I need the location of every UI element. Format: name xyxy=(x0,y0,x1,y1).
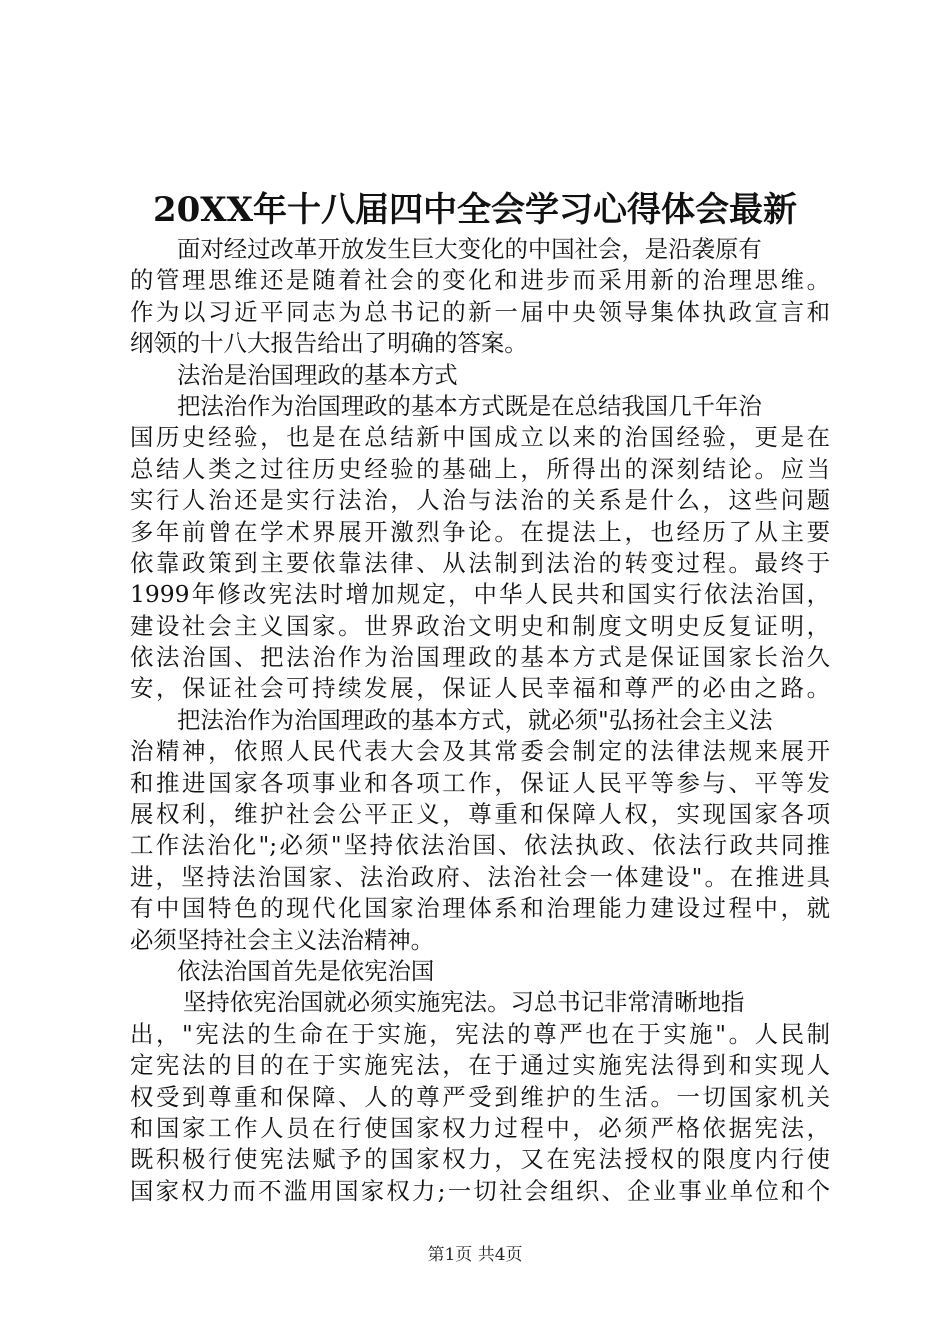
body-line: 总结人类之过往历史经验的基础上，所得出的深刻结论。应当 xyxy=(130,454,830,483)
body-line: 纲领的十八大报告给出了明确的答案。 xyxy=(130,329,528,358)
body-line: 的管理思维还是随着社会的变化和进步而采用新的治理思维。 xyxy=(130,266,830,295)
document-title: 20XX年十八届四中全会学习心得体会最新 xyxy=(152,190,798,230)
body-line: 定宪法的目的在于实施宪法，在于通过实施宪法得到和实现人 xyxy=(130,1051,830,1080)
body-line: 多年前曾在学术界展开激烈争论。在提法上，也经历了从主要 xyxy=(130,517,830,546)
body-line: 把法治作为治国理政的基本方式既是在总结我国几千年治 xyxy=(177,391,762,420)
body-line: 国家权力而不滥用国家权力;一切社会组织、企业事业单位和个 xyxy=(130,1176,830,1205)
body-line: 工作法治化";必须"坚持依法治国、依法执政、依法行政共同推 xyxy=(130,831,830,860)
body-line: 和国家工作人员在行使国家权力过程中，必须严格依据宪法， xyxy=(130,1113,830,1142)
body-line: 坚持依宪治国就必须实施宪法。习总书记非常清晰地指 xyxy=(183,988,745,1017)
body-line: 依靠政策到主要依靠法律、从法制到法治的转变过程。最终于 xyxy=(130,548,830,577)
body-line: 展权利，维护社会公平正义，尊重和保障人权，实现国家各项 xyxy=(130,800,830,829)
body-line: 建设社会主义国家。世界政治文明史和制度文明史反复证明， xyxy=(130,611,830,640)
body-line: 作为以习近平同志为总书记的新一届中央领导集体执政宣言和 xyxy=(130,297,830,326)
body-line: 权受到尊重和保障、人的尊严受到维护的生活。一切国家机关 xyxy=(130,1082,830,1111)
body-line: 把法治作为治国理政的基本方式，就必须"弘扬社会主义法 xyxy=(177,705,773,734)
body-line: 国历史经验，也是在总结新中国成立以来的治国经验，更是在 xyxy=(130,423,830,452)
body-line: 1999年修改宪法时增加规定，中华人民共和国实行依法治国， xyxy=(130,580,830,609)
body-line: 实行人治还是实行法治，人治与法治的关系是什么，这些问题 xyxy=(130,486,830,515)
body-line: 出，"宪法的生命在于实施，宪法的尊严也在于实施"。人民制 xyxy=(130,1019,830,1048)
page-number-footer: 第1页 共4页 xyxy=(427,1245,523,1265)
section-heading: 依法治国首先是依宪治国 xyxy=(177,956,435,985)
body-line: 依法治国、把法治作为治国理政的基本方式是保证国家长治久 xyxy=(130,643,830,672)
body-line: 治精神，依照人民代表大会及其常委会制定的法律法规来展开 xyxy=(130,737,830,766)
body-line: 安，保证社会可持续发展，保证人民幸福和尊严的必由之路。 xyxy=(130,674,830,703)
section-heading: 法治是治国理政的基本方式 xyxy=(177,360,458,389)
body-line: 有中国特色的现代化国家治理体系和治理能力建设过程中，就 xyxy=(130,894,830,923)
body-line: 进，坚持法治国家、法治政府、法治社会一体建设"。在推进具 xyxy=(130,862,830,891)
body-line: 必须坚持社会主义法治精神。 xyxy=(130,925,435,954)
body-line: 面对经过改革开放发生巨大变化的中国社会，是沿袭原有 xyxy=(177,235,762,263)
document-body xyxy=(130,234,830,1207)
body-line: 和推进国家各项事业和各项工作，保证人民平等参与、平等发 xyxy=(130,768,830,797)
body-line: 既积极行使宪法赋予的国家权力，又在宪法授权的限度内行使 xyxy=(130,1145,830,1174)
